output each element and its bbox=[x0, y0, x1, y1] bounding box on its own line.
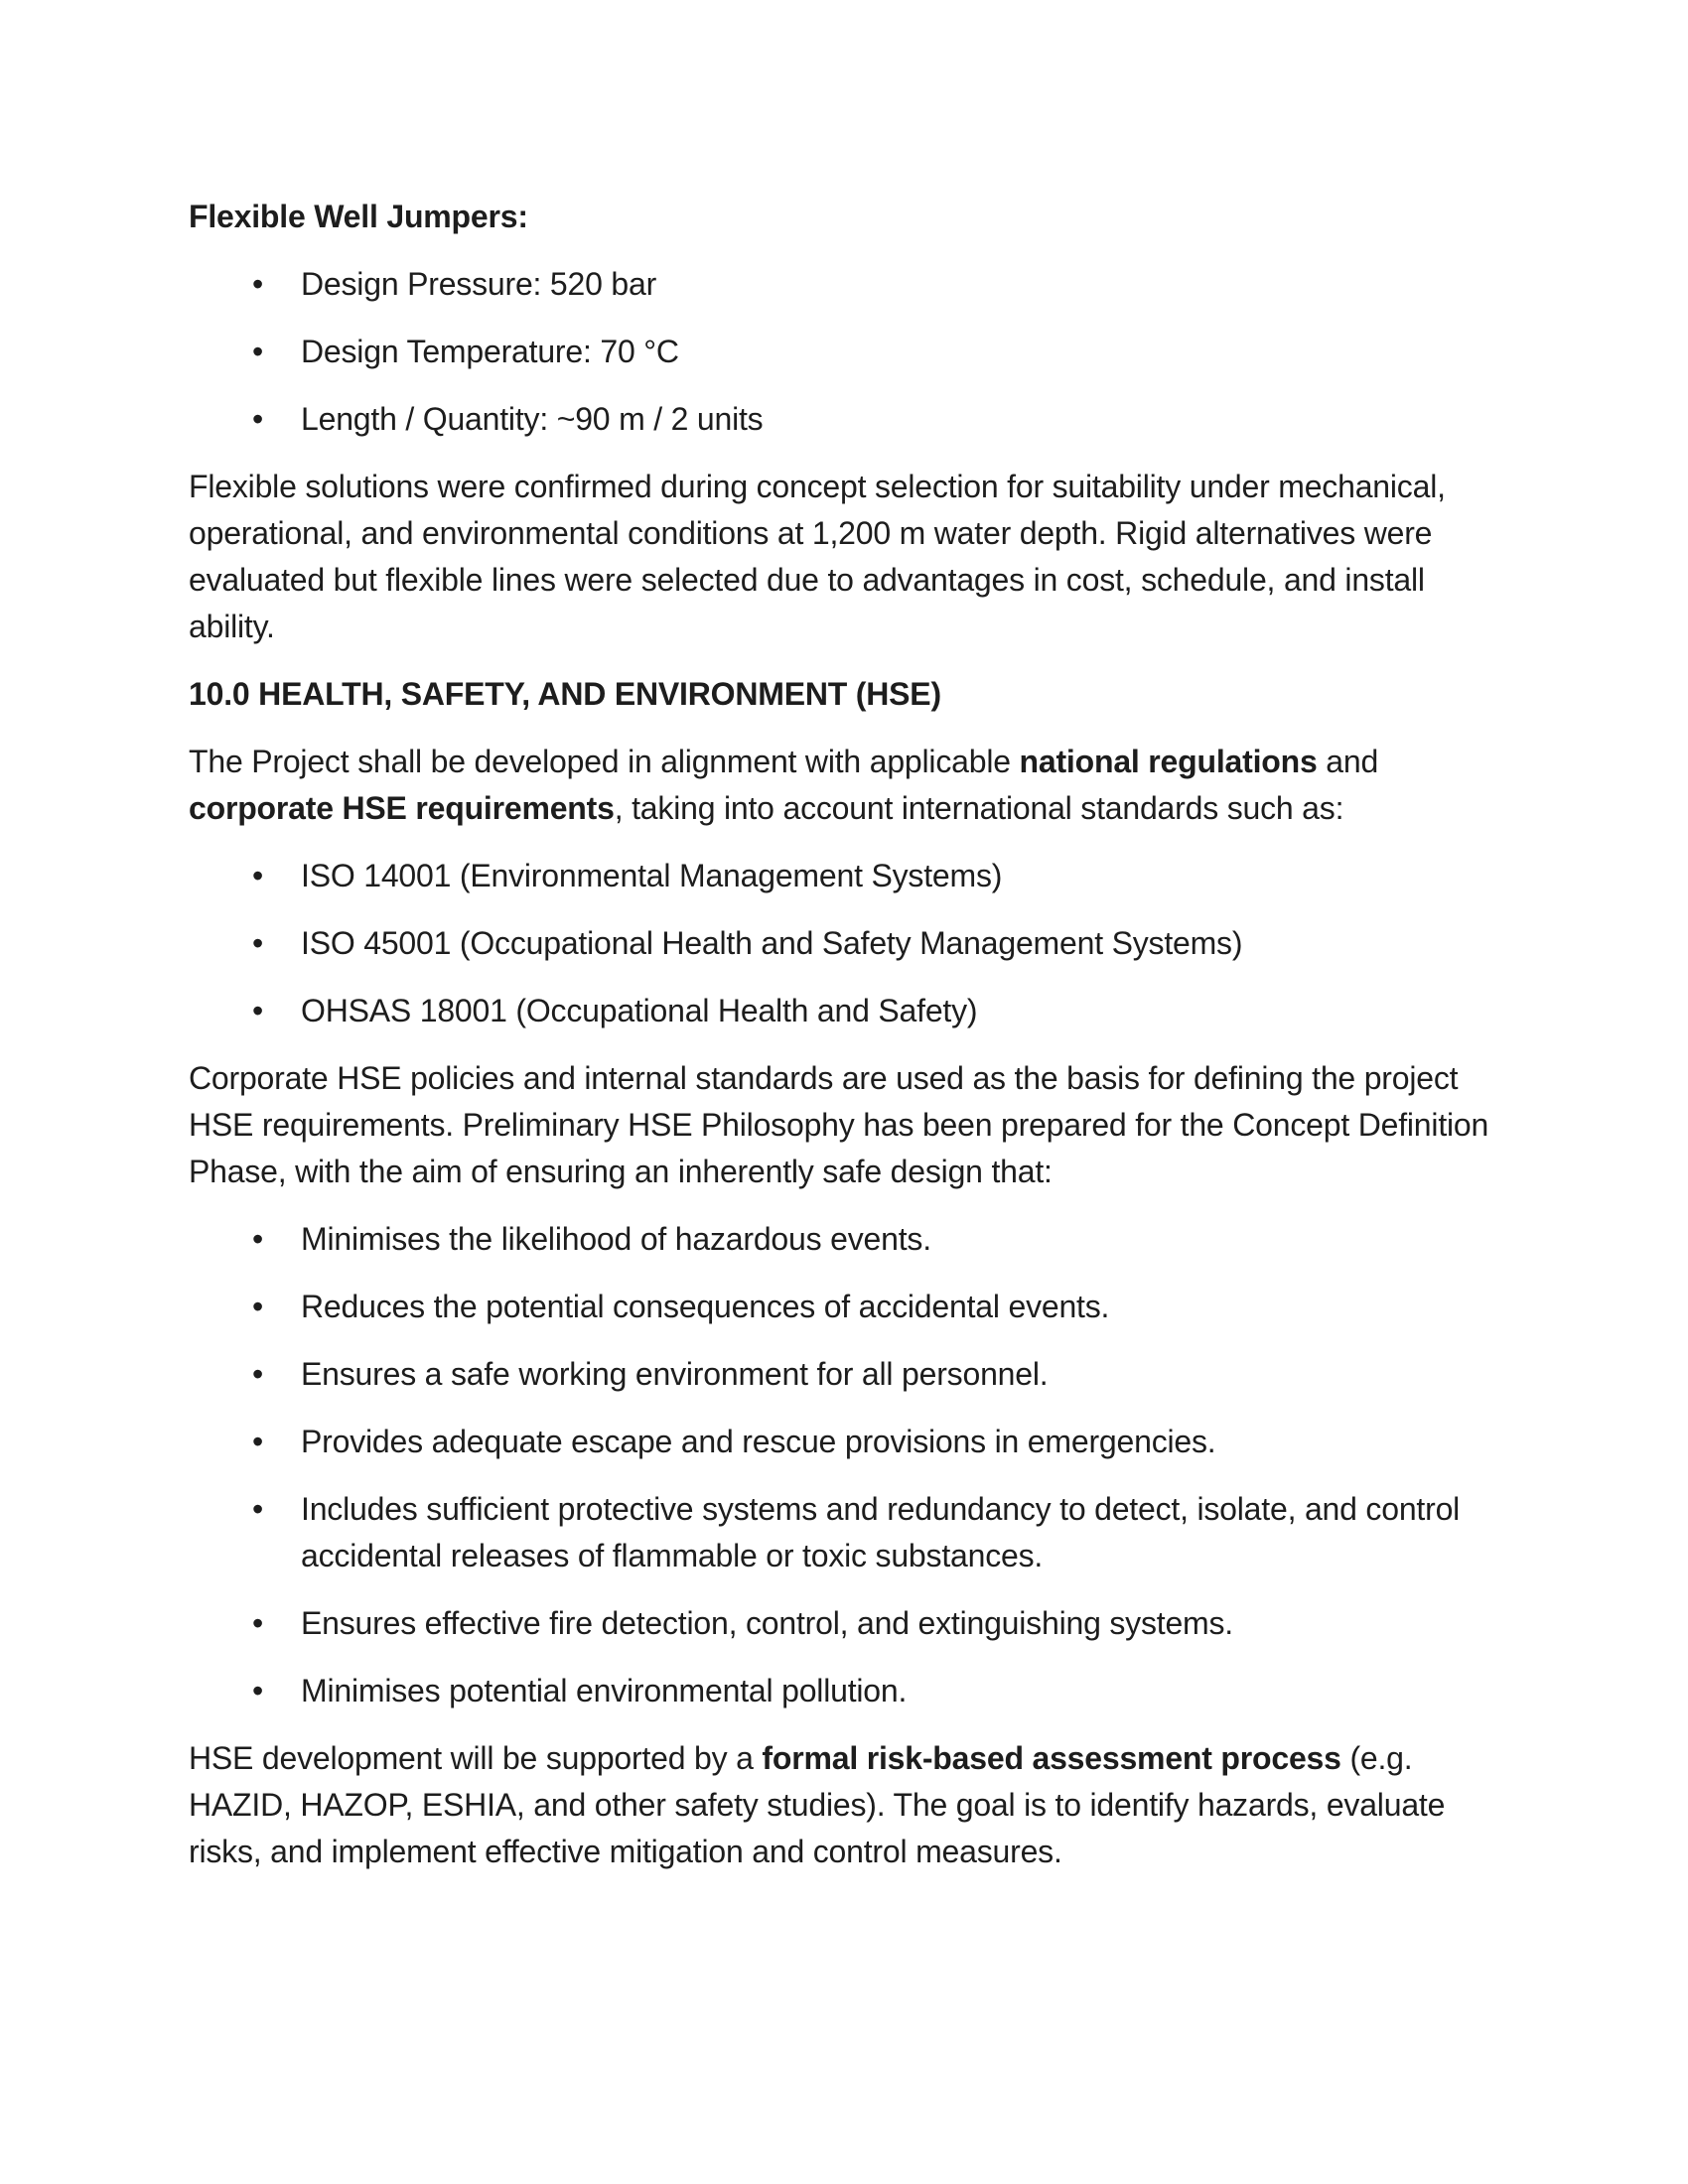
bullet-icon bbox=[252, 853, 263, 899]
bullet-icon bbox=[252, 261, 263, 308]
list-item bbox=[189, 1216, 1499, 1263]
bullet-icon bbox=[252, 396, 263, 443]
paragraph-hse-policies: Corporate HSE policies and internal standards are used as the basis for defining the project HSE requirements. Preliminary HSE Philosophy has been prepared for the Concept Definition Phase, with the aim of ensuring an inherently safe design that: bbox=[189, 1060, 1489, 1189]
list-item-text: Provides adequate escape and rescue provisions in emergencies. bbox=[301, 1424, 1216, 1459]
list-item-text: OHSAS 18001 (Occupational Health and Safety) bbox=[301, 993, 978, 1028]
bullet-icon bbox=[252, 1600, 263, 1647]
list-item bbox=[189, 988, 1499, 1034]
list-item-text: ISO 45001 (Occupational Health and Safety Management Systems) bbox=[301, 925, 1243, 961]
list-item bbox=[189, 1351, 1499, 1398]
list-item bbox=[189, 329, 1499, 375]
list-item-text: ISO 14001 (Environmental Management Systems) bbox=[301, 858, 1003, 893]
bullet-icon bbox=[252, 329, 263, 375]
jumper-spec-list bbox=[189, 261, 1499, 443]
list-item-text: Reduces the potential consequences of accidental events. bbox=[301, 1289, 1110, 1324]
heading-flexible-well-jumpers: Flexible Well Jumpers: bbox=[189, 199, 528, 234]
list-item bbox=[189, 261, 1499, 308]
bullet-icon bbox=[252, 1216, 263, 1263]
list-item-text: Minimises potential environmental pollution. bbox=[301, 1673, 908, 1708]
list-item bbox=[189, 1284, 1499, 1330]
bullet-icon bbox=[252, 1419, 263, 1465]
section-heading-hse: 10.0 HEALTH, SAFETY, AND ENVIRONMENT (HSE) bbox=[189, 676, 941, 712]
list-item-text: Minimises the likelihood of hazardous events. bbox=[301, 1221, 931, 1257]
bullet-icon bbox=[252, 1486, 263, 1533]
design-goals-list bbox=[189, 1216, 1499, 1714]
list-item bbox=[189, 853, 1499, 899]
list-item bbox=[189, 1600, 1499, 1647]
standards-list bbox=[189, 853, 1499, 1034]
list-item-text: Length / Quantity: ~90 m / 2 units bbox=[301, 401, 764, 437]
list-item bbox=[189, 396, 1499, 443]
list-item-text: Design Temperature: 70 °C bbox=[301, 334, 679, 369]
list-item bbox=[189, 1486, 1499, 1579]
paragraph-hse-closing: HSE development will be supported by a formal risk-based assessment process (e.g. HAZID, HAZOP, ESHIA, and other safety studies). The goal is to identify hazards, evaluate risks, and implement effective mitigation and control measures. bbox=[189, 1740, 1446, 1869]
bullet-icon bbox=[252, 1668, 263, 1714]
bullet-icon bbox=[252, 988, 263, 1034]
list-item bbox=[189, 920, 1499, 967]
list-item-text: Ensures a safe working environment for all personnel. bbox=[301, 1356, 1049, 1392]
bullet-icon bbox=[252, 1284, 263, 1330]
list-item-text: Design Pressure: 520 bar bbox=[301, 266, 657, 302]
list-item bbox=[189, 1668, 1499, 1714]
list-item-text: Includes sufficient protective systems and redundancy to detect, isolate, and control accidental releases of flammable or toxic substances. bbox=[301, 1491, 1461, 1573]
bullet-icon bbox=[252, 920, 263, 967]
bullet-icon bbox=[252, 1351, 263, 1398]
paragraph-flexible-solutions: Flexible solutions were confirmed during concept selection for suitability under mechanical, operational, and environmental conditions at 1,200 m water depth. Rigid alternatives were evaluated but flexible lines were selected due to advantages in cost, schedule, and install ability. bbox=[189, 469, 1446, 644]
list-item bbox=[189, 1419, 1499, 1465]
paragraph-hse-intro: The Project shall be developed in alignment with applicable national regulations and corporate HSE requirements, taking into account international standards such as: bbox=[189, 744, 1379, 826]
list-item-text: Ensures effective fire detection, control, and extinguishing systems. bbox=[301, 1605, 1233, 1641]
